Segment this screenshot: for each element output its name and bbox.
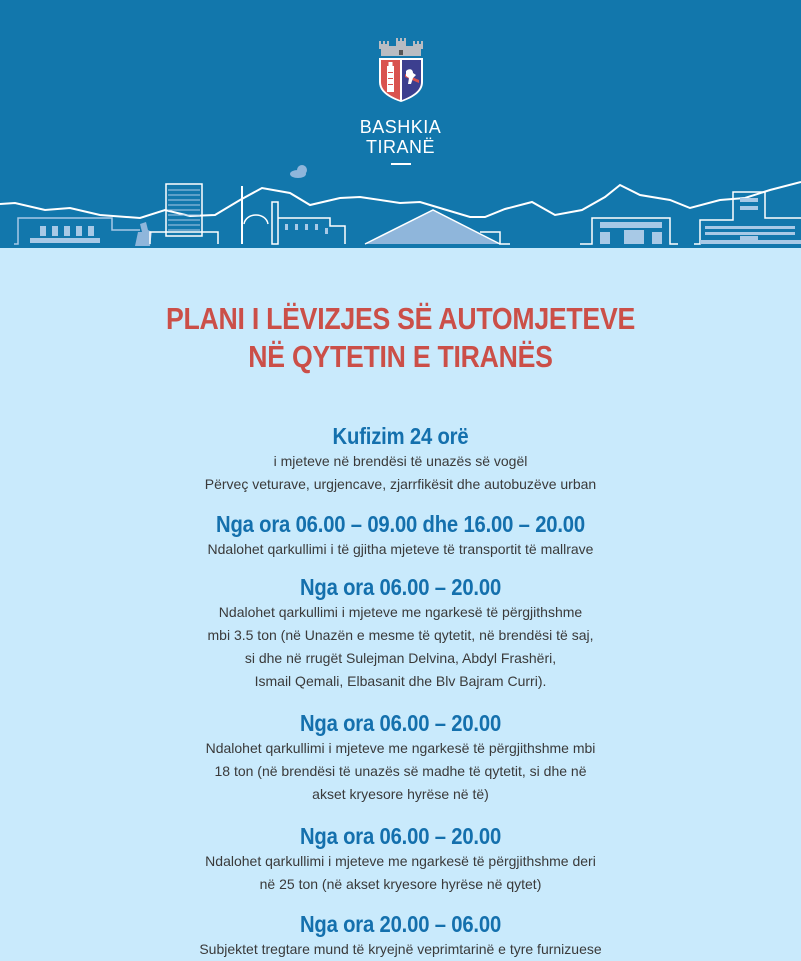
tirana-skyline-illustration [0,160,801,248]
section-heading: Nga ora 06.00 – 20.00 [299,823,502,849]
section-heading: Nga ora 20.00 – 06.00 [299,911,502,937]
section-text: Ndalohet qarkullimi i mjeteve me ngarkesë të përgjithshme [218,604,583,620]
section-18-ton [0,709,801,806]
section-text: Ndalohet qarkullimi i mjeteve me ngarkesë të përgjithshme deri [205,853,596,869]
section-text: në 25 ton (në akset kryesore hyrëse në qytet) [259,876,542,892]
brand-line-2: TIRANË [365,137,435,157]
section-3-5-ton [0,573,801,693]
section-text: 18 ton (në brendësi të unazës së madhe të qytetit, si dhe në [214,763,587,779]
section-night-supply [0,910,801,961]
section-heading: Nga ora 06.00 – 20.00 [299,574,502,600]
section-text: Përveç veturave, urgjencave, zjarrfikësit dhe autobuzëve urban [204,476,597,492]
section-text: Subjektet tregtare mund të kryejnë veprimtarinë e tyre furnizuese [199,941,602,957]
section-24h-restriction [0,422,801,496]
brand-line-1: BASHKIA [359,117,442,137]
page-title [56,300,745,376]
brand-name [0,117,801,157]
section-text: mbi 3.5 ton (në Unazën e mesme të qytetit, në brendësi të saj, [207,627,594,643]
section-heading: Nga ora 06.00 – 09.00 dhe 16.00 – 20.00 [216,511,585,537]
section-text: Ndalohet qarkullimi i mjeteve me ngarkesë të përgjithshme mbi [205,740,596,756]
title-line-2: NË QYTETIN E TIRANËS [248,339,553,374]
header-banner [0,0,801,248]
section-25-ton [0,822,801,896]
section-text: Ndalohet qarkullimi i të gjitha mjeteve të transportit të mallrave [207,541,594,557]
section-rush-hours [0,510,801,561]
section-heading: Nga ora 06.00 – 20.00 [299,710,502,736]
tirana-coat-of-arms-icon [375,38,427,104]
traffic-plan-content [0,300,801,961]
section-text: si dhe në rrugët Sulejman Delvina, Abdyl Frashëri, [244,650,557,666]
section-heading: Kufizim 24 orë [332,423,469,449]
logo [0,38,801,165]
title-line-1: PLANI I LËVIZJES SË AUTOMJETEVE [165,301,636,336]
section-text: i mjeteve në brendësi të unazës së vogël [273,453,528,469]
section-text: Ismail Qemali, Elbasanit dhe Blv Bajram Curri). [254,673,547,689]
section-text: akset kryesore hyrëse në të) [312,786,489,802]
